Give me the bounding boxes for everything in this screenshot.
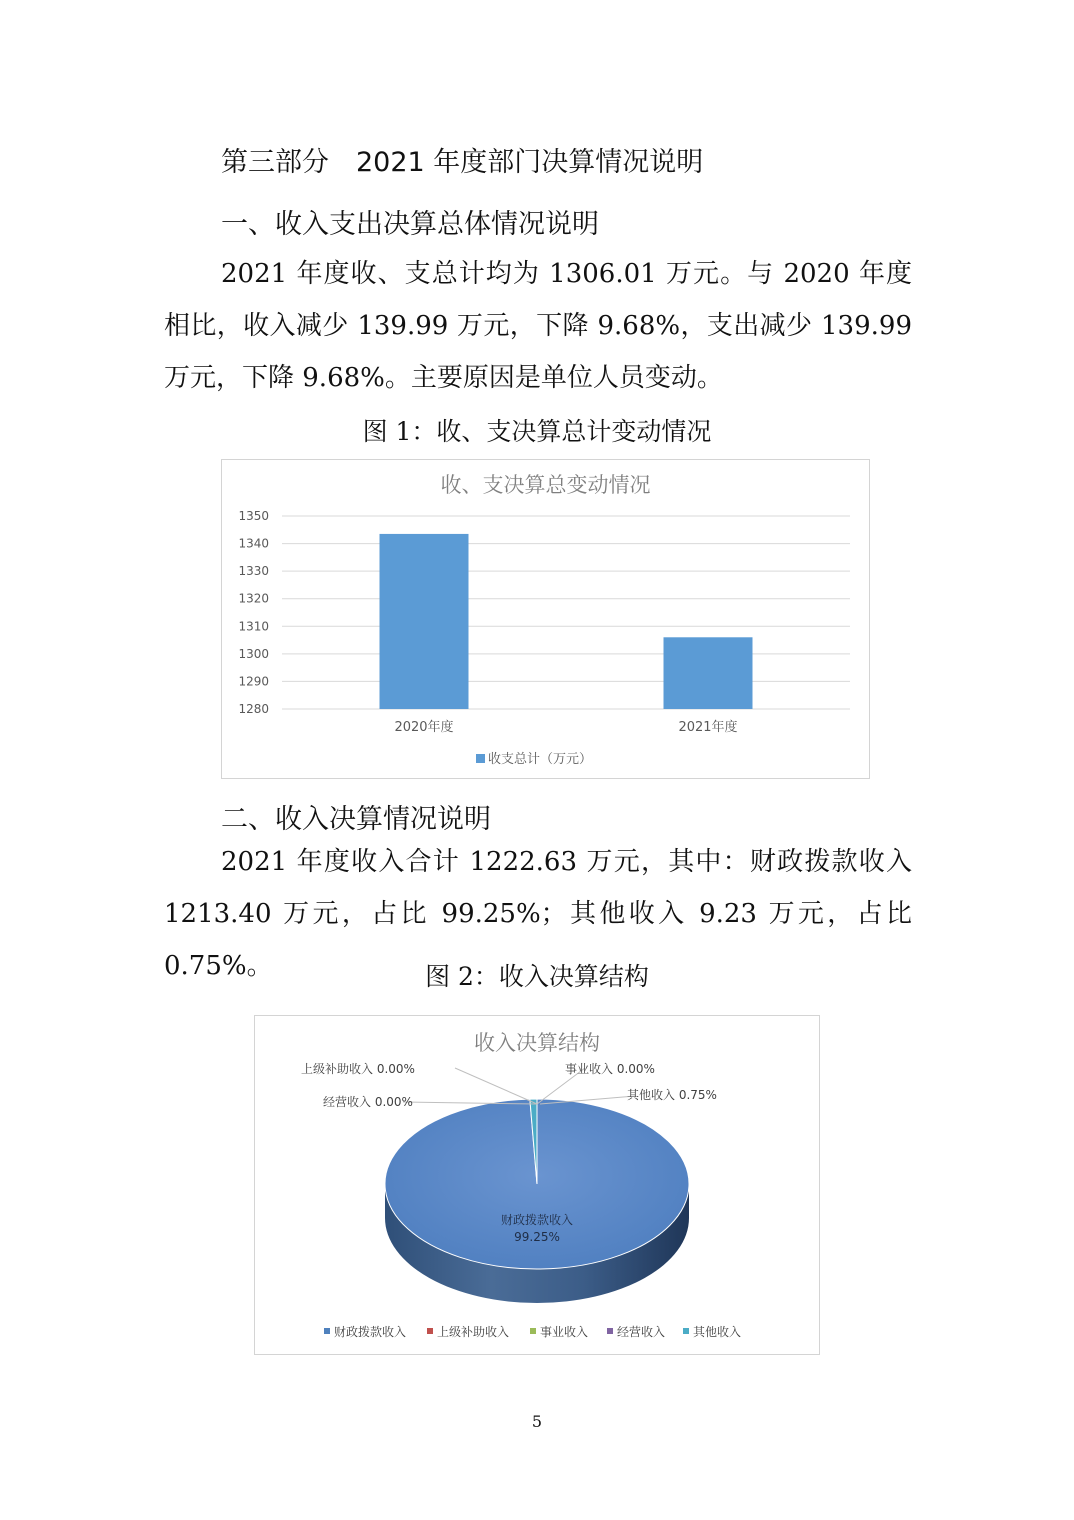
pie-data-label: 事业收入 0.00%: [565, 1062, 655, 1076]
figure1-caption: 图 1：收、支决算总计变动情况: [362, 417, 712, 446]
bar: [664, 637, 753, 709]
section2-heading: 二、收入决算情况说明: [221, 804, 491, 835]
y-tick-label: 1310: [238, 619, 269, 634]
legend-label: 经营收入: [617, 1325, 666, 1339]
legend-label: 事业收入: [540, 1325, 589, 1339]
legend-label: 财政拨款收入: [334, 1325, 407, 1339]
pie-chart-title: 收入决算结构: [474, 1031, 600, 1055]
figure2-caption: 图 2：收入决算结构: [425, 962, 649, 991]
legend-swatch: [324, 1328, 330, 1334]
pie-data-label: 其他收入 0.75%: [627, 1088, 717, 1102]
x-tick-label: 2020年度: [394, 720, 454, 735]
legend-label: 其他收入: [693, 1325, 742, 1339]
bar-chart: [222, 460, 869, 778]
x-tick-label: 2021年度: [678, 720, 738, 735]
pie-data-label: 财政拨款收入: [500, 1213, 574, 1227]
legend-label: 上级补助收入: [437, 1325, 510, 1339]
y-tick-label: 1300: [238, 646, 269, 661]
legend-swatch: [607, 1328, 613, 1334]
page-heading: 第三部分 2021 年度部门决算情况说明: [221, 147, 704, 178]
legend-swatch: [683, 1328, 689, 1334]
y-tick-label: 1330: [238, 564, 269, 579]
leader-line: [455, 1068, 537, 1104]
legend-swatch: [427, 1328, 433, 1334]
legend-label: 收支总计（万元）: [488, 752, 593, 767]
section1-paragraph: 2021 年度收、支总计均为 1306.01 万元。与 2020 年度相比，收入减少 139.99 万元，下降 9.68%，支出减少 139.99 万元，下降 9.68%。主要原因是单位人员变动。: [164, 259, 912, 393]
legend-swatch: [476, 754, 485, 763]
bar-chart-container: [221, 459, 870, 779]
section1-paragraph-block: [164, 248, 912, 404]
y-tick-label: 1290: [238, 674, 269, 689]
section1-heading: 一、收入支出决算总体情况说明: [221, 209, 599, 240]
pie-chart-container: [254, 1015, 820, 1355]
bar-chart-title: 收、支决算总变动情况: [440, 473, 651, 497]
page-number: 5: [531, 1412, 543, 1431]
pie-data-label: 99.25%: [514, 1230, 560, 1244]
legend-swatch: [530, 1328, 536, 1334]
pie-chart: [255, 1016, 819, 1354]
pie-data-label: 上级补助收入 0.00%: [301, 1062, 415, 1076]
section2-paragraph: 2021 年度收入合计 1222.63 万元，其中：财政拨款收入 1213.40 万元，占比 99.25%；其他收入 9.23 万元，占比 0.75%。: [164, 847, 912, 981]
bar: [380, 534, 469, 709]
y-tick-label: 1350: [238, 509, 269, 523]
y-tick-label: 1280: [238, 702, 269, 716]
pie-data-label: 经营收入 0.00%: [323, 1095, 413, 1109]
y-tick-label: 1320: [238, 591, 269, 606]
y-tick-label: 1340: [238, 536, 269, 551]
